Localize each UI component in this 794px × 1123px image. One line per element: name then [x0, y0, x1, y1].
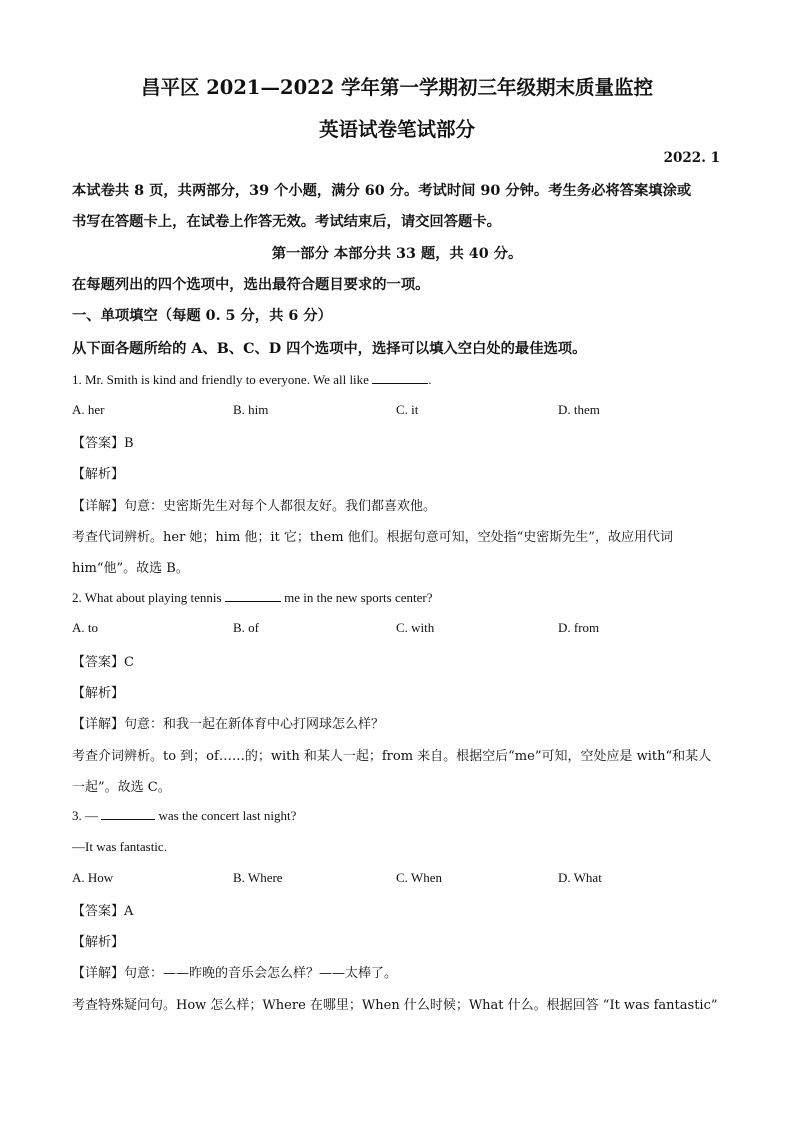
answer-blank — [101, 807, 155, 820]
section-heading: 一、单项填空（每题 0. 5 分，共 6 分） — [72, 308, 332, 324]
detail-explanation: 【详解】句意：——昨晚的音乐会怎么样？——太棒了。 — [72, 966, 398, 981]
section-instruction: 从下面各题所给的 A、B、C、D 四个选项中，选择可以填入空白处的最佳选项。 — [72, 341, 587, 357]
option-a: A. How — [72, 870, 114, 885]
explanation-line: 考查特殊疑问句。How 怎么样；Where 在哪里；When 什么时候；What 什么。根据回答 “It was fantastic” — [72, 998, 718, 1013]
instructions-line-1: 本试卷共 8 页，共两部分，39 个小题，满分 60 分。考试时间 90 分钟。考生务必将答案填涂或 — [72, 183, 692, 199]
answer-blank — [225, 589, 281, 602]
answer-blank — [372, 371, 428, 384]
option-b: B. Where — [233, 870, 283, 885]
explanation-line: 考查介词辨析。to 到；of……的；with 和某人一起；from 来自。根据空后“me”可知，空处应是 with“和某人 — [72, 749, 712, 764]
exam-subtitle: 英语试卷笔试部分 — [318, 118, 475, 141]
part-one-instruction: 在每题列出的四个选项中，选出最符合题目要求的一项。 — [72, 277, 430, 293]
option-c: C. with — [396, 620, 435, 635]
option-a: A. to — [72, 620, 98, 635]
question-2-text: 2. What about playing tennis — [72, 590, 225, 605]
analysis-label: 【解析】 — [72, 686, 125, 701]
question-3-stem — [72, 807, 296, 824]
answer-label: 【答案】C — [72, 655, 134, 670]
analysis-label: 【解析】 — [72, 935, 125, 950]
question-3-text: 3. — — [72, 808, 102, 823]
exam-title: 昌平区 2021—2022 学年第一学期初三年级期末质量监控 — [140, 76, 654, 99]
option-a: A. her — [72, 402, 105, 417]
answer-label: 【答案】A — [72, 904, 134, 919]
answer-label: 【答案】B — [72, 436, 134, 451]
question-2-stem — [72, 589, 432, 606]
question-3-text-end: was the concert last night? — [155, 808, 297, 823]
detail-explanation: 【详解】句意：史密斯先生对每个人都很友好。我们都喜欢他。 — [72, 499, 437, 514]
question-1-text: 1. Mr. Smith is kind and friendly to everyone. We all like — [72, 372, 373, 387]
option-d: D. them — [558, 402, 600, 417]
question-2-text-end: me in the new sports center? — [280, 590, 433, 605]
exam-date: 2022. 1 — [663, 150, 720, 166]
detail-explanation: 【详解】句意：和我一起在新体育中心打网球怎么样？ — [72, 717, 385, 732]
explanation-line: 一起”。故选 C。 — [72, 780, 171, 795]
instructions-line-2: 书写在答题卡上，在试卷上作答无效。考试结束后，请交回答题卡。 — [72, 214, 501, 230]
option-c: C. it — [396, 402, 419, 417]
option-b: B. him — [233, 402, 269, 417]
question-1-text-end: . — [428, 372, 432, 387]
option-d: D. from — [558, 620, 600, 635]
explanation-line: 考查代词辨析。her 她；him 他；it 它；them 他们。根据句意可知，空处指“史密斯先生”，故应用代词 — [72, 530, 673, 545]
question-1-stem — [72, 371, 431, 388]
part-one-heading: 第一部分 本部分共 33 题，共 40 分。 — [271, 246, 523, 262]
analysis-label: 【解析】 — [72, 467, 125, 482]
explanation-line: him“他”。故选 B。 — [72, 561, 189, 576]
option-d: D. What — [558, 870, 602, 885]
question-3-reply: —It was fantastic. — [72, 839, 167, 854]
option-b: B. of — [233, 620, 259, 635]
option-c: C. When — [396, 870, 442, 885]
